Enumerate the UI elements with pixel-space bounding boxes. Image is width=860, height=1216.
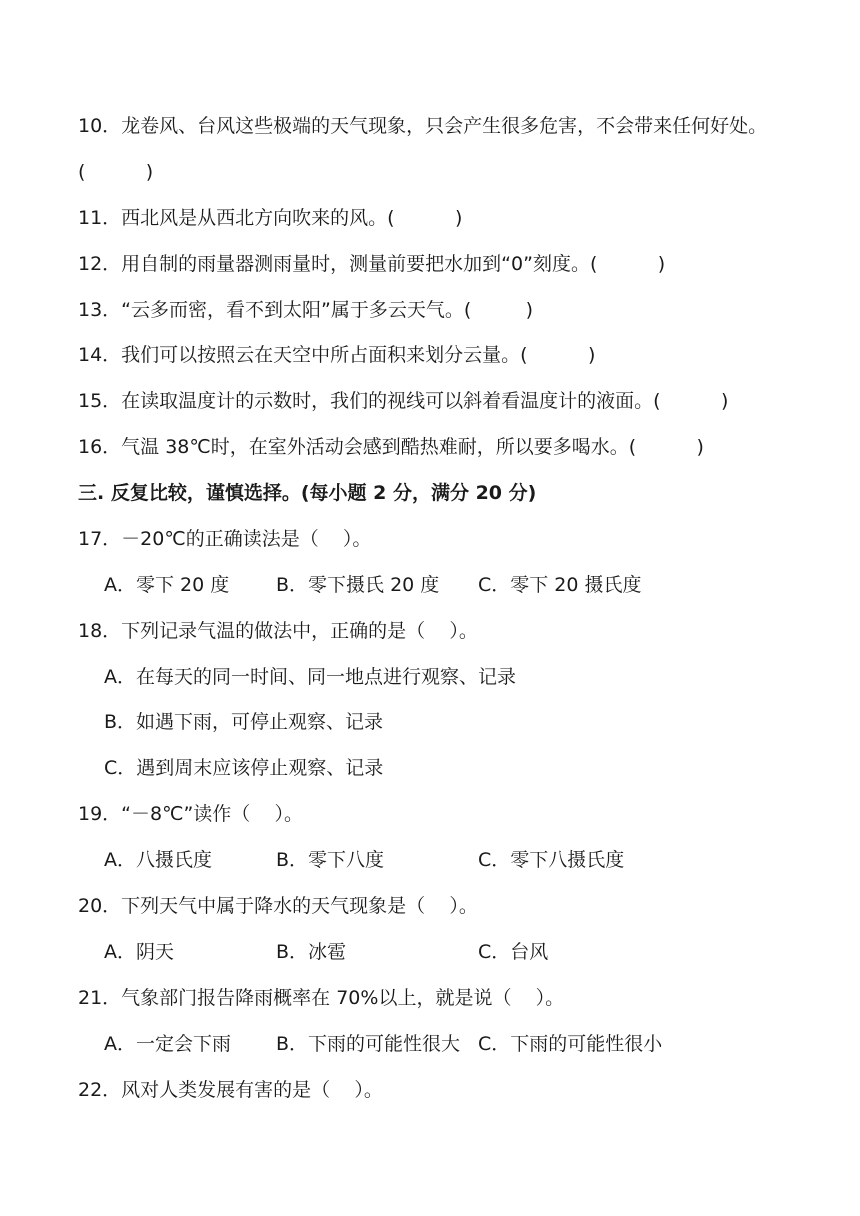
question-13: 13．“云多而密，看不到太阳”属于多云天气。( ) [78,299,534,321]
question-19-option-a: A．八摄氏度 [104,849,212,871]
question-11: 11．西北风是从西北方向吹来的风。( ) [78,207,463,229]
question-21-option-c: C．下雨的可能性很小 [478,1033,663,1055]
question-17-option-a: A．零下 20 度 [104,574,230,596]
question-22-stem: 22．风对人类发展有害的是（ ）。 [78,1079,383,1101]
question-12: 12．用自制的雨量器测雨量时，测量前要把水加到“0”刻度。( ) [78,253,666,275]
question-17-option-c: C．零下 20 摄氏度 [478,574,642,596]
question-20-option-c: C．台风 [478,941,549,963]
question-19-stem: 19．“－8℃”读作（ ）。 [78,803,303,825]
question-14: 14．我们可以按照云在天空中所占面积来划分云量。( ) [78,344,596,366]
question-17-option-b: B．零下摄氏 20 度 [276,574,440,596]
question-15: 15．在读取温度计的示数时，我们的视线可以斜着看温度计的液面。( ) [78,390,729,412]
question-20-option-a: A．阴天 [104,941,174,963]
question-19-option-b: B．零下八度 [276,849,385,871]
question-21-option-b: B．下雨的可能性很大 [276,1033,461,1055]
question-21-option-a: A．一定会下雨 [104,1033,231,1055]
question-19-option-c: C．零下八摄氏度 [478,849,625,871]
question-18-option-a: A．在每天的同一时间、同一地点进行观察、记录 [104,666,516,688]
question-18-stem: 18．下列记录气温的做法中，正确的是（ ）。 [78,620,478,642]
question-10-answer-blank: ( ) [78,161,154,183]
question-17-stem: 17．－20℃的正确读法是（ ）。 [78,528,372,550]
section-3-heading: 三. 反复比较，谨慎选择。(每小题 2 分，满分 20 分) [78,482,537,504]
question-10-text: 10．龙卷风、台风这些极端的天气现象，只会产生很多危害，不会带来任何好处。 [78,115,768,137]
question-20-stem: 20．下列天气中属于降水的天气现象是（ ）。 [78,895,478,917]
question-21-stem: 21．气象部门报告降雨概率在 70%以上，就是说（ ）。 [78,987,565,1009]
question-18-option-c: C．遇到周末应该停止观察、记录 [104,757,384,779]
question-18-option-b: B．如遇下雨，可停止观察、记录 [104,711,384,733]
question-16: 16．气温 38℃时，在室外活动会感到酷热难耐，所以要多喝水。( ) [78,436,704,458]
question-20-option-b: B．冰雹 [276,941,347,963]
